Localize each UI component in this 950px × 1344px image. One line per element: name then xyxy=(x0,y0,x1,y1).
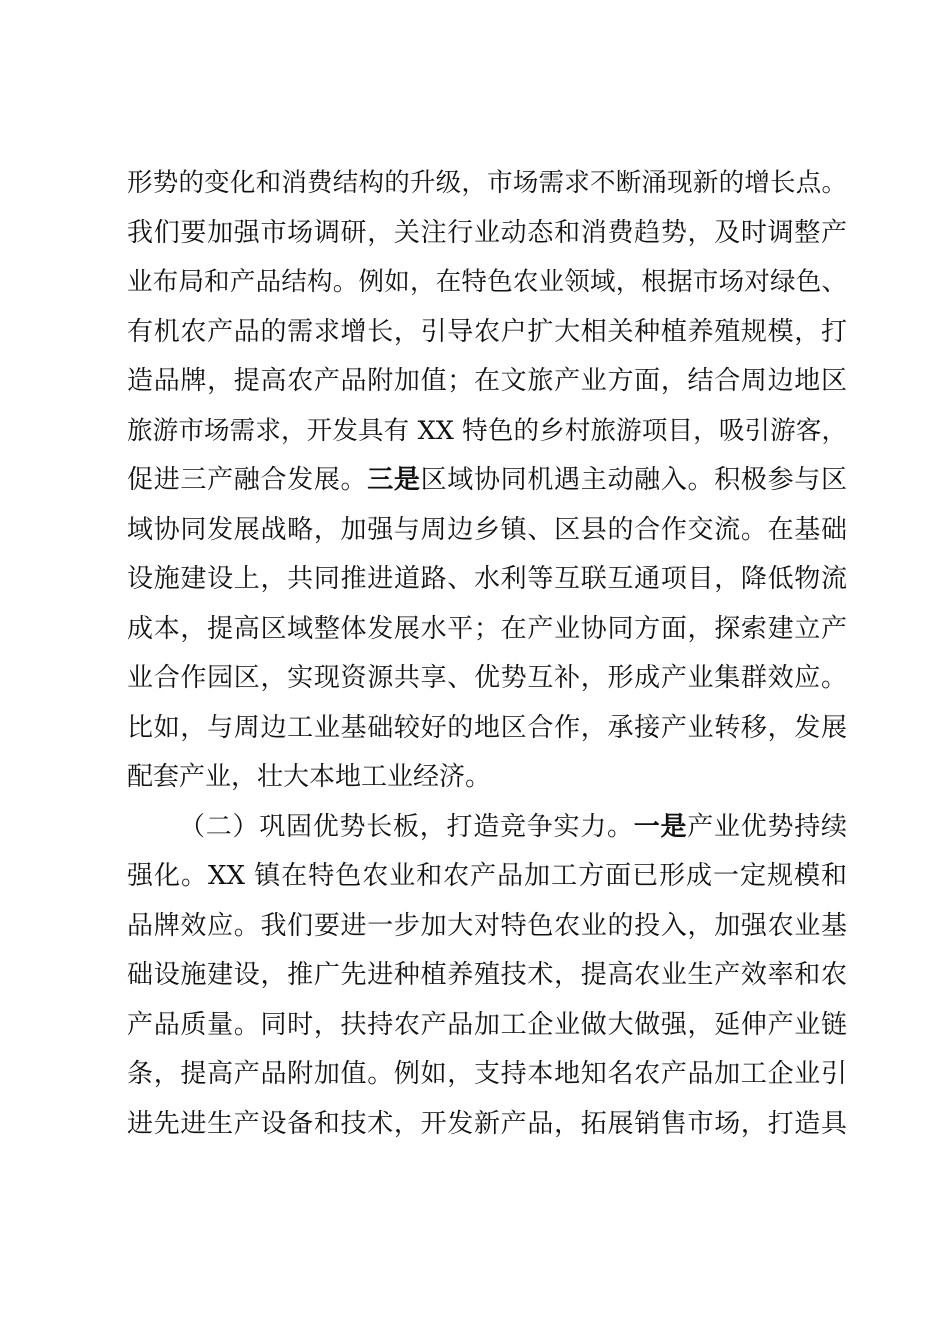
body-text xyxy=(127,159,847,1149)
text-line: 强化。XX 镇在特色农业和农产品加工方面已形成一定规模和 xyxy=(127,861,847,891)
text-line: （二）巩固优势长板，打造竞争实力。一是产业优势持续 xyxy=(179,811,847,842)
text-line: 成本，提高区域整体发展水平；在产业协同方面，探索建立产 xyxy=(127,613,847,644)
text-line: 产品质量。同时，扶持农产品加工企业做大做强，延伸产业链 xyxy=(127,1009,847,1040)
text-line: 配套产业，壮大本地工业经济。 xyxy=(127,762,492,792)
text-line: 设施建设上，共同推进道路、水利等互联互通项目，降低物流 xyxy=(127,564,847,594)
text-line: 域协同发展战略，加强与周边乡镇、区县的合作交流。在基础 xyxy=(127,514,847,545)
text-line: 我们要加强市场调研，关注行业动态和消费趋势，及时调整产 xyxy=(127,217,847,248)
text-line: 础设施建设，推广先进种植养殖技术，提高农业生产效率和农 xyxy=(127,960,847,990)
text-line: 旅游市场需求，开发具有 XX 特色的乡村旅游项目，吸引游客， xyxy=(127,415,847,446)
text-line: 品牌效应。我们要进一步加大对特色农业的投入，加强农业基 xyxy=(127,910,847,941)
text-line: 条，提高产品附加值。例如，支持本地知名农产品加工企业引 xyxy=(127,1059,847,1089)
text-line: 业布局和产品结构。例如，在特色农业领域，根据市场对绿色、 xyxy=(127,267,847,297)
text-line: 促进三产融合发展。三是区域协同机遇主动融入。积极参与区 xyxy=(127,465,847,495)
text-line: 形势的变化和消费结构的升级，市场需求不断涌现新的增长点。 xyxy=(127,168,847,198)
text-line: 有机农产品的需求增长，引导农户扩大相关种植养殖规模，打 xyxy=(127,316,847,347)
text-line: 造品牌，提高农产品附加值；在文旅产业方面，结合周边地区 xyxy=(127,366,847,396)
text-line: 进先进生产设备和技术，开发新产品，拓展销售市场，打造具 xyxy=(127,1108,847,1139)
text-line: 比如，与周边工业基础较好的地区合作，承接产业转移，发展 xyxy=(127,712,847,743)
text-line: 业合作园区，实现资源共享、优势互补，形成产业集群效应。 xyxy=(127,663,847,693)
